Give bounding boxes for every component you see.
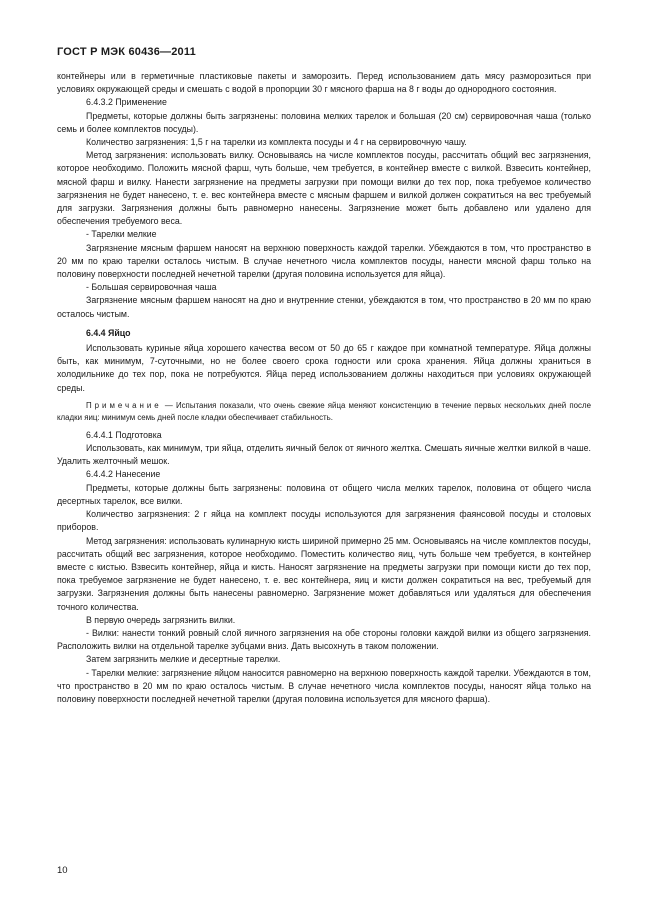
note-dash: —: [161, 400, 176, 410]
paragraph: Использовать, как минимум, три яйца, отделить яичный белок от яичного желтка. Смешать яичные желтки вилкой в чаше. Удалить желточный мешок.: [57, 443, 591, 467]
paragraph: Предметы, которые должны быть загрязнены: половина мелких тарелок и большая (20 см) сервировочная чаша (только семь и более комплектов посуды).: [57, 110, 591, 134]
list-item: - Тарелки мелкие: [86, 229, 157, 240]
document-header: ГОСТ Р МЭК 60436—2011: [57, 46, 196, 58]
paragraph: Метод загрязнения: использовать кулинарную кисть шириной примерно 25 мм. Основываясь на числе комплектов посуды, рассчитать общий вес загрязнения, которое необходимо. Поместить количество яиц, чуть больше чем требуется, в контейнер вместе с кистью. Взвесить контейнер, яйца и кисть. Наносят загрязнение на предметы загрузки при помощи кисти до тех пор, пока требуемое загрязнение не будет нанесено, т. е. вес контейнера, яиц и кисти должен сократиться на вес, требуемый для загрузки. Загрязнения должны быть нанесены равномерно. Загрязнение может добавляться или удаляться для обеспечения точного количества.: [57, 535, 591, 612]
section-heading-6-4-3-2: 6.4.3.2 Применение: [86, 97, 167, 108]
paragraph: Метод загрязнения: использовать вилку. Основываясь на числе комплектов посуды, рассчитать общий вес загрязнения, которое необходимо. Положить мясной фарш, чуть больше, чем требуется, в контейнер вместе с вилкой. Взвесить контейнер, мясной фарш и вилку. Нанести загрязнение на предметы загрузки при помощи вилки до тех пор, пока требуемое количество загрязнения не будет нанесено, т. е. вес контейнера вместе с мясным фаршем и вилкой должен сократиться на вес требуемый для загрузки. Загрязнения должны быть равномерно нанесены. Загрязнение может быть добавлено или удалено для обеспечения требуемого веса.: [57, 150, 591, 227]
paragraph: Загрязнение мясным фаршем наносят на дно и внутренние стенки, убеждаются в том, что пространство в 20 мм по краю осталось чистым.: [57, 295, 591, 319]
note-text: Испытания показали, что очень свежие яйца меняют консистенцию в течение первых нескольких дней после кладки яиц: минимум семь дней после кладки обеспечивает стабильность.: [57, 400, 591, 422]
page-number: 10: [57, 865, 68, 876]
paragraph: контейнеры или в герметичные пластиковые пакеты и заморозить. Перед использованием дать мясу разморозиться при условиях окружающей среды и смешать с водой в пропорции 30 г мясного фарша на 8 г воды до однородного состояния.: [57, 71, 591, 95]
section-heading-6-4-4: 6.4.4 Яйцо: [86, 327, 131, 338]
list-item: - Вилки: нанести тонкий ровный слой яичного загрязнения на обе стороны головки каждой вилки из общего загрязнения. Расположить вилки на отдельной тарелке зубцами вниз. Дать высохнуть в таком положении.: [57, 627, 591, 652]
paragraph: Использовать куриные яйца хорошего качества весом от 50 до 65 г каждое при комнатной температуре. Яйца должны быть, как минимум, 7-суточными, но не более своего срока годности или срока хранения. Яйца должны храниться в холодильнике до тех пор, пока не потребуются. Яйца перед использованием должны находиться при условиях окружающей среды.: [57, 343, 591, 393]
note-label: Примечание: [86, 400, 162, 410]
section-heading-6-4-4-2: 6.4.4.2 Нанесение: [86, 469, 161, 480]
document-body: [57, 70, 591, 706]
section-heading-6-4-4-1: 6.4.4.1 Подготовка: [86, 429, 162, 440]
list-item: - Тарелки мелкие: загрязнение яйцом наносится равномерно на верхнюю поверхность каждой тарелки. Убеждаются в том, что пространство в 20 мм по краю осталось чистым. В случае нечетного числа комплектов посуды, наносят яйца только на половину поверхности последней нечетной тарелки (другая половина используется для мясного фарша).: [57, 667, 591, 704]
paragraph: Предметы, которые должны быть загрязнены: половина от общего числа мелких тарелок, половина от общего числа десертных тарелок, все вилки.: [57, 482, 591, 506]
paragraph: Количество загрязнения: 2 г яйца на комплект посуды используются для загрязнения фаянсовой посуды и столовых приборов.: [57, 509, 591, 533]
paragraph: В первую очередь загрязнить вилки.: [86, 614, 236, 625]
paragraph: Затем загрязнить мелкие и десертные тарелки.: [86, 654, 281, 665]
note: [57, 400, 591, 424]
paragraph: Количество загрязнения: 1,5 г на тарелки из комплекта посуды и 4 г на сервировочную чашу.: [86, 137, 467, 148]
list-item: - Большая сервировочная чаша: [86, 282, 217, 293]
paragraph: Загрязнение мясным фаршем наносят на верхнюю поверхность каждой тарелки. Убеждаются в том, что пространство в 20 мм по краю тарелки осталось чистым. В случае нечетного числа комплектов посуды, нанести мясной фарш только на половину поверхности последней нечетной тарелки (другая половина используется для яйца).: [57, 242, 591, 280]
